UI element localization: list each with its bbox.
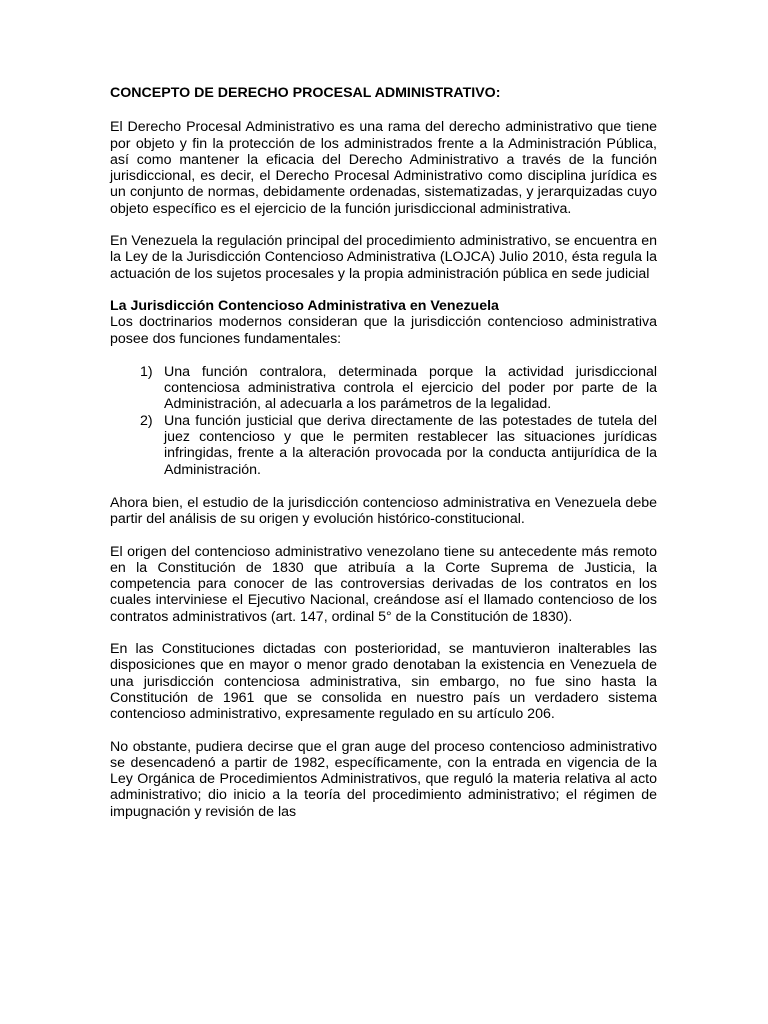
list-item	[110, 364, 657, 413]
list-item-text: Una función justicial que deriva directamente de las potestades de tutela del juez contencioso y que le permiten restablecer las situaciones jurídicas infringidas, frente a la alteración provocada por la conducta antijurídica de la Administración.	[164, 412, 657, 478]
functions-list	[110, 364, 657, 478]
section-subheading: La Jurisdicción Contencioso Administrativa en Venezuela	[110, 297, 499, 314]
document-title: CONCEPTO DE DERECHO PROCESAL ADMINISTRATIVO:	[110, 85, 501, 101]
paragraph-intro: Los doctrinarios modernos consideran que la jurisdicción contencioso administrativa posee dos funciones fundamentales:	[110, 314, 657, 347]
paragraph-definition: El Derecho Procesal Administrativo es una rama del derecho administrativo que tiene por objeto y fin la protección de los administrados frente a la Administración Pública, así como mantener la eficacia del Derecho Administrativo a través de la función jurisdiccional, es decir, el Derecho Procesal Administrativo como disciplina jurídica es un conjunto de normas, debidamente ordenadas, sistematizadas, y jerarquizadas cuyo objeto específico es el ejercicio de la función jurisdiccional administrativa.	[110, 119, 657, 217]
list-item-number: 2)	[140, 412, 153, 429]
list-item	[110, 413, 657, 478]
list-item-number: 1)	[140, 363, 153, 380]
paragraph-1982: No obstante, pudiera decirse que el gran auge del proceso contencioso administrativo se desencadenó a partir de 1982, específicamente, con la entrada en vigencia de la Ley Orgánica de Procedimientos Administrativos, que reguló la materia relativa al acto administrativo; dio inicio a la teoría del procedimiento administrativo; el régimen de impugnación y revisión de las	[110, 738, 657, 820]
list-item-text: Una función contralora, determinada porque la actividad jurisdiccional contenciosa administrativa controla el ejercicio del poder por parte de la Administración, al adecuarla a los parámetros de la legalidad.	[164, 363, 657, 413]
document-page	[110, 85, 657, 836]
paragraph-origin: El origen del contencioso administrativo venezolano tiene su antecedente más remoto en la Constitución de 1830 que atribuía a la Corte Suprema de Justicia, la competencia para conocer de las controversias derivadas de los contratos en los cuales interviniese el Ejecutivo Nacional, creándose así el llamado contencioso de los contratos administrativos (art. 147, ordinal 5° de la Constitución de 1830).	[110, 543, 657, 625]
paragraph-study: Ahora bien, el estudio de la jurisdicción contencioso administrativa en Venezuela debe partir del análisis de su origen y evolución histórico-constitucional.	[110, 494, 657, 528]
paragraph-venezuela-regulation: En Venezuela la regulación principal del procedimiento administrativo, se encuentra en la Ley de la Jurisdicción Contencioso Administrativa (LOJCA) Julio 2010, ésta regula la actuación de los sujetos procesales y la propia administración pública en sede judicial	[110, 233, 657, 282]
paragraph-constitutions: En las Constituciones dictadas con posterioridad, se mantuvieron inalterables las disposiciones que en mayor o menor grado denotaban la existencia en Venezuela de una jurisdicción contenciosa administrativa, sin embargo, no fue sino hasta la Constitución de 1961 que se consolida en nuestro país un verdadero sistema contencioso administrativo, expresamente regulado en su artículo 206.	[110, 641, 657, 723]
